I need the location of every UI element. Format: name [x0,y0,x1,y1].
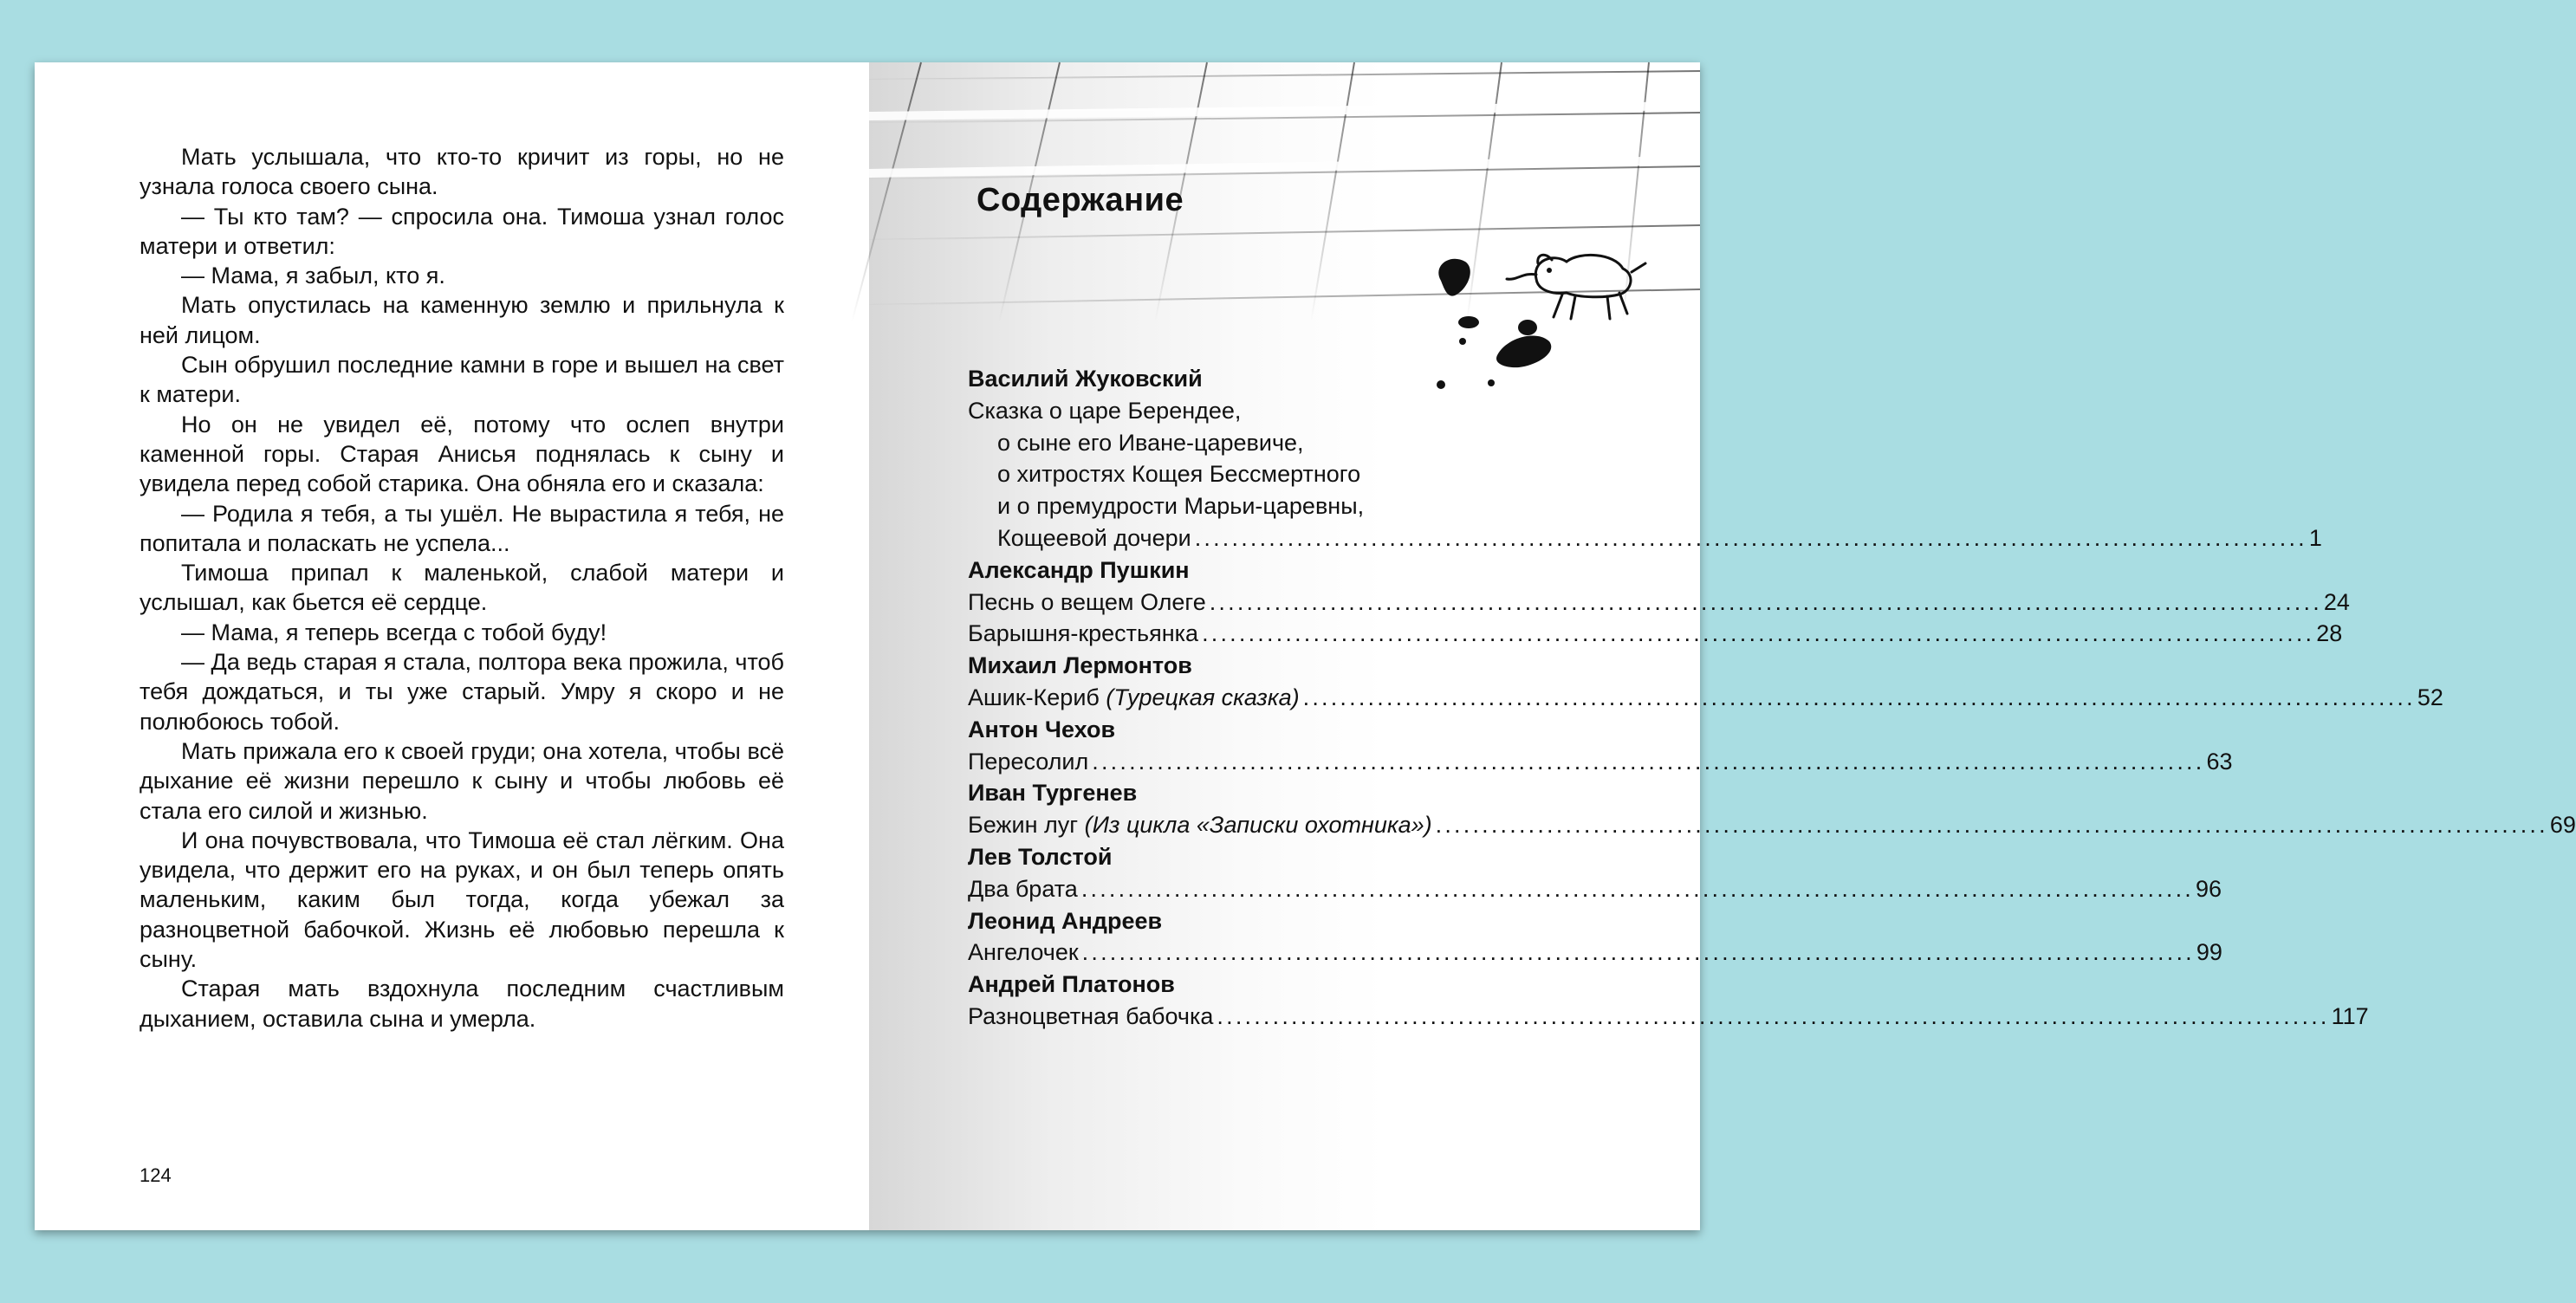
toc-entry-title: Кощеевой дочери [997,524,1191,551]
dot-leader: ........................................................................................................................ [1202,620,2315,647]
toc-page-number: 96 [2196,875,2222,902]
dot-leader: ........................................................................................................................ [1080,875,2195,902]
toc-entry-line: о хитростях Кощея Бессмертного [997,461,1361,488]
toc-work-name: Ашик-Кериб [968,684,1100,710]
story-paragraph: — Ты кто там? — спросила она. Тимоша узнал голос матери и ответил: [140,203,784,259]
toc-author: Антон Чехов [968,716,1116,742]
story-paragraph: — Да ведь старая я стала, полтора века прожила, чтоб тебя дождаться, и ты уже старый. Умру я скоро и не полюбоюсь тобой. [140,649,784,735]
right-page [869,62,2576,1230]
toc-page-number: 63 [2206,748,2233,775]
story-paragraph: И она почувствовала, что Тимоша её стал лёгким. Она увидела, что держит его на руках, и он был теперь опять маленьким, каким был тогда, когда убежал за разноцветной бабочкой. Жизнь её любовью перешла к сыну. [140,827,784,973]
toc-entry-line: Сказка о царе Берендее, [968,397,1242,424]
toc-page-number: 24 [2323,588,2350,615]
toc-entry-title: Ангелочек [968,939,1079,966]
toc-entry-title: Барышня-крестьянка [968,620,1199,647]
story-paragraph: Сын обрушил последние камни в горе и вышел на свет к матери. [140,352,784,408]
toc-page-number: 69 [2549,812,2576,839]
toc-entry[interactable] [968,522,2322,554]
toc-page-number: 52 [2417,684,2443,710]
story-paragraph: Мать прижала его к своей груди; она хотела, чтобы всё дыхание её жизни перешло к сыну и чтобы любовь её стала его силой и жизнью. [140,737,784,824]
toc-work-note: (Турецкая сказка) [1106,684,1300,710]
dot-leader: ........................................................................................................................ [1209,588,2322,615]
toc-entry[interactable] [968,809,2576,841]
toc-entry-title: Разноцветная бабочка [968,1002,1214,1029]
story-paragraph: — Мама, я забыл, кто я. [181,263,445,289]
toc-author: Лев Толстой [968,843,1113,870]
toc-author: Иван Тургенев [968,780,1138,807]
toc-entry[interactable] [968,618,2343,650]
toc-entry-title: Песнь о вещем Олеге [968,588,1206,615]
dot-leader: ........................................................................................................................ [1092,748,2205,775]
toc-entry-title: Два брата [968,875,1078,902]
toc-entry-line: и о премудрости Марьи-царевны, [997,493,1365,520]
toc-page-number: 1 [2308,524,2322,551]
toc-author: Михаил Лермонтов [968,652,1192,679]
toc-entry[interactable] [968,587,2350,619]
dot-leader: ........................................................................................................................ [1194,524,2307,551]
toc-author: Василий Жуковский [968,366,1203,392]
toc-entry-title [968,809,1432,841]
toc-entry[interactable] [968,682,2443,714]
table-of-contents [968,363,2576,1033]
story-paragraph: Мать опустилась на каменную землю и прильнула к ней лицом. [140,292,784,348]
story-paragraph: Старая мать вздохнула последним счастливым дыханием, оставила сына и умерла. [140,976,784,1032]
toc-title: Содержание [977,182,1184,218]
toc-author: Александр Пушкин [968,556,1190,583]
dot-leader: ........................................................................................................................ [1302,684,2416,710]
toc-entry[interactable] [968,937,2222,969]
story-paragraph: Тимоша припал к маленькой, слабой матери и услышал, как бьется её сердце. [140,560,784,616]
story-paragraph: Но он не увидел её, потому что ослеп внутри каменной горы. Старая Анисья поднялась к сыну и увидела перед собой старика. Она обняла его и сказала: [140,411,784,497]
toc-author: Леонид Андреев [968,907,1163,934]
toc-work-name: Бежин луг [968,812,1079,839]
toc-entry[interactable] [968,746,2233,778]
toc-page-number: 28 [2316,620,2343,647]
dot-leader: ........................................................................................................................ [1435,812,2548,839]
story-text [140,142,784,1034]
page-number: 124 [140,1164,172,1186]
toc-entry-title [968,682,1300,714]
left-page [35,62,869,1230]
toc-entry[interactable] [968,1001,2369,1033]
story-paragraph: Мать услышала, что кто-то кричит из горы, но не узнала голоса своего сына. [140,144,784,200]
toc-entry-title: Пересолил [968,748,1089,775]
dot-leader: ........................................................................................................................ [1217,1002,2330,1029]
book-spread [35,62,2576,1230]
toc-entry[interactable] [968,873,2222,905]
toc-page-number: 99 [2196,939,2222,966]
story-paragraph: — Мама, я теперь всегда с тобой буду! [181,619,607,645]
toc-entry-line: о сыне его Иване-царевиче, [997,429,1304,456]
toc-author: Андрей Платонов [968,971,1175,998]
dot-leader: ........................................................................................................................ [1081,939,2195,966]
toc-work-note: (Из цикла «Записки охотника») [1084,812,1432,839]
toc-page-number: 117 [2331,1002,2369,1029]
story-paragraph: — Родила я тебя, а ты ушёл. Не вырастила я тебя, не попитала и поласкать не успела... [140,500,784,556]
